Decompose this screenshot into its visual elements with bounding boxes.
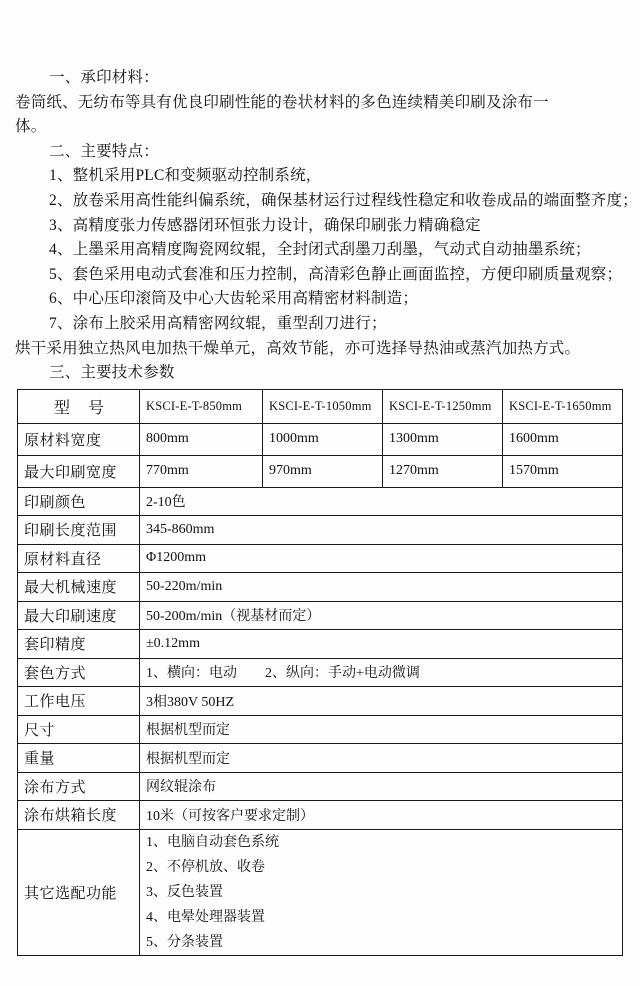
feature-item-4: 4、上墨采用高精度陶瓷网纹辊，全封闭式刮墨刀刮墨，气动式自动抽墨系统； (49, 241, 591, 259)
table-row-material-width (18, 423, 623, 455)
intro-section (15, 66, 640, 386)
model-column-label: 型 号 (18, 389, 140, 423)
table-row-max-print-speed (18, 601, 623, 630)
feature-item-3: 3、高精度张力传感器闭环恒张力设计，确保印刷张力精确稳定 (49, 216, 481, 234)
table-row-print-colors (18, 487, 623, 516)
spec-table (17, 389, 623, 956)
table-row-coating-method (18, 772, 623, 801)
table-row-dimensions (18, 715, 623, 744)
spec-value: 1、横向：电动 2、纵向：手动+电动微调 (140, 658, 623, 687)
table-row-optional-functions (18, 829, 623, 955)
option-item-4: 4、电晕处理器装置 (146, 909, 265, 925)
section-heading-materials: 一、承印材料： (49, 69, 159, 86)
spec-value: 50-220m/min (140, 573, 623, 602)
optional-functions-list (140, 829, 623, 955)
feature-item-5: 5、套色采用电动式套准和压力控制，高清彩色静止画面监控，方便印刷质量观察； (49, 265, 623, 283)
spec-value: 根据机型而定 (140, 744, 623, 773)
spec-label: 套印精度 (18, 630, 140, 659)
table-row-max-mechanical-speed (18, 573, 623, 602)
feature-item-6: 6、中心压印滚筒及中心大齿轮采用高精密材料制造； (49, 290, 419, 308)
table-row-max-print-width (18, 455, 623, 487)
feature-item-1: 1、整机采用PLC和变频驱动控制系统， (49, 167, 322, 185)
spec-value: ±0.12mm (140, 630, 623, 659)
model-name-1650: KSCI-E-T-1650mm (503, 389, 623, 423)
spec-label: 涂布烘箱长度 (18, 801, 140, 830)
section-heading-features: 二、主要特点： (49, 142, 159, 160)
option-item-2: 2、不停机放、收卷 (146, 859, 265, 875)
spec-value: 1600mm (503, 423, 623, 455)
spec-value: 3相380V 50HZ (140, 687, 623, 716)
spec-value: 1000mm (263, 423, 383, 455)
option-item-3: 3、反色装置 (146, 884, 223, 900)
spec-label: 最大印刷宽度 (18, 455, 140, 487)
spec-value: 网纹辊涂布 (140, 772, 623, 801)
spec-value: 345-860mm (140, 516, 623, 545)
paragraph-materials-line2: 体。 (15, 118, 47, 136)
paragraph-materials-line1: 卷筒纸、无纺布等具有优良印刷性能的卷状材料的多色连续精美印刷及涂布一 (15, 93, 549, 111)
spec-label: 其它选配功能 (18, 829, 140, 955)
spec-value: 770mm (140, 455, 263, 487)
model-name-850: KSCI-E-T-850mm (140, 389, 263, 423)
spec-label: 印刷长度范围 (18, 516, 140, 545)
table-row-coating-oven-length (18, 801, 623, 830)
section-heading-specs: 三、主要技术参数 (49, 364, 175, 382)
table-row-weight (18, 744, 623, 773)
feature-item-2: 2、放卷采用高性能纠偏系统，确保基材运行过程线性稳定和收卷成品的端面整齐度； (49, 191, 638, 209)
table-row-registration-accuracy (18, 630, 623, 659)
option-item-1: 1、电脑自动套色系统 (146, 834, 279, 850)
spec-label: 重量 (18, 744, 140, 773)
spec-label: 工作电压 (18, 687, 140, 716)
spec-label: 印刷颜色 (18, 487, 140, 516)
feature-note-drying: 烘干采用独立热风电加热干燥单元，高效节能，亦可选择导热油或蒸汽加热方式。 (15, 339, 581, 357)
spec-label: 套色方式 (18, 658, 140, 687)
spec-value: 根据机型而定 (140, 715, 623, 744)
feature-item-7: 7、涂布上胶采用高精密网纹辊，重型刮刀进行； (49, 314, 387, 332)
spec-value: 2-10色 (140, 487, 623, 516)
spec-value: 970mm (263, 455, 383, 487)
spec-value: 1300mm (383, 423, 503, 455)
table-row-material-diameter (18, 544, 623, 573)
table-row-print-length-range (18, 516, 623, 545)
spec-value: 1570mm (503, 455, 623, 487)
spec-label: 最大印刷速度 (18, 601, 140, 630)
model-name-1050: KSCI-E-T-1050mm (263, 389, 383, 423)
table-row-header (18, 389, 623, 423)
spec-value: Φ1200mm (140, 544, 623, 573)
table-row-registration-method (18, 658, 623, 687)
option-item-5: 5、分条装置 (146, 934, 223, 950)
spec-label: 原材料直径 (18, 544, 140, 573)
spec-value: 1270mm (383, 455, 503, 487)
spec-label: 涂布方式 (18, 772, 140, 801)
spec-label: 尺寸 (18, 715, 140, 744)
spec-value: 50-200m/min（视基材而定） (140, 601, 623, 630)
spec-label: 原材料宽度 (18, 423, 140, 455)
table-row-working-voltage (18, 687, 623, 716)
spec-label: 最大机械速度 (18, 573, 140, 602)
model-name-1250: KSCI-E-T-1250mm (383, 389, 503, 423)
spec-value: 10米（可按客户要求定制） (140, 801, 623, 830)
spec-value: 800mm (140, 423, 263, 455)
